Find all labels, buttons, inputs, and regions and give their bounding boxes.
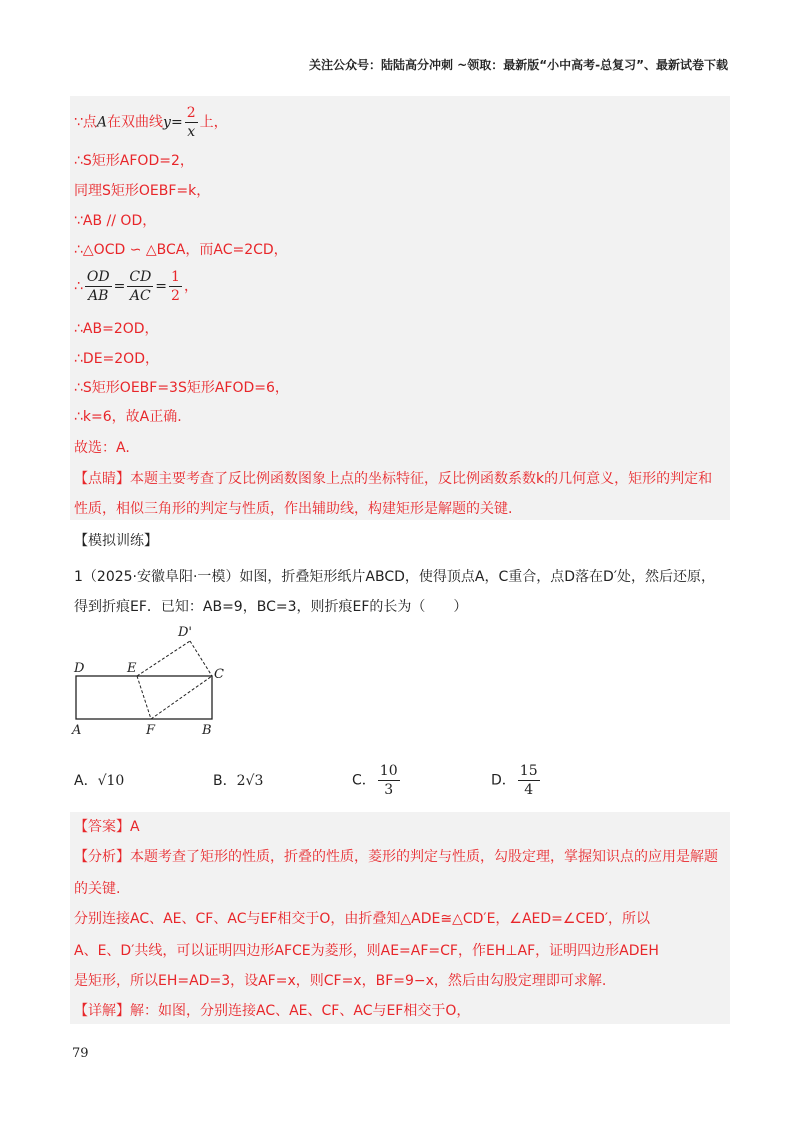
option-d[interactable]: D． $\frac{15}{4}$: [491, 763, 538, 798]
page-header: 关注公众号：陆陆高分冲刺 ~领取：最新版“小中高考-总复习”、最新试卷下载: [309, 58, 728, 72]
key-point-line-1: 【点睛】本题主要考查了反比例函数图象上点的坐标特征，反比例函数系数k的几何意义，矩形的判定和: [74, 471, 713, 487]
option-c[interactable]: C． $\frac{10}{3}$: [352, 763, 398, 798]
label-f: F: [146, 723, 156, 738]
fold-rectangle-figure: [60, 620, 260, 742]
analysis-line-2: 的关键.: [74, 881, 121, 897]
solution-line-6: ∴ $\frac{OD}{AB}$ = $\frac{CD}{AC}$ = $\frac{1}{2}$ ，: [74, 269, 198, 304]
analysis-line-4: A、E、D′共线，可以证明四边形AFCE为菱形，则AE=AF=CF，作EH⊥AF，证明四边形ADEH: [74, 943, 659, 959]
label-e: E: [127, 661, 137, 676]
option-a[interactable]: A．√10: [74, 773, 125, 789]
detail-line-1: 【详解】解：如图，分别连接AC、AE、CF、AC与EF相交于O，: [74, 1003, 471, 1019]
analysis-line-3: 分别连接AC、AE、CF、AC与EF相交于O，由折叠知△ADE≅△CD′E，∠AED=∠CED′，所以: [74, 911, 651, 927]
solution-line-10: ∴k=6，故A正确.: [74, 409, 182, 425]
solution-line-3: 同理S矩形OEBF=k，: [74, 183, 211, 199]
fraction-2-over-x: $\frac{2}{x}$: [186, 105, 196, 140]
answer-line: 【答案】A: [74, 819, 140, 835]
page-number: 79: [72, 1046, 89, 1061]
analysis-line-1: 【分析】本题考查了矩形的性质，折叠的性质，菱形的判定与性质，勾股定理，掌握知识点的应用是解题: [74, 849, 718, 865]
dashed-ef: [137, 676, 151, 719]
dashed-fc: [151, 676, 212, 719]
question-line-2: 得到折痕EF．已知：AB=9，BC=3，则折痕EF的长为（ ）: [74, 599, 468, 615]
practice-heading: 【模拟训练】: [74, 533, 158, 549]
label-d: D: [74, 661, 85, 676]
question-line-1: 1（2025·安徽阜阳·一模）如图，折叠矩形纸片ABCD，使得顶点A，C重合，点D落在D′处，然后还原，: [74, 569, 716, 585]
option-b[interactable]: B．2√3: [213, 773, 264, 789]
dashed-ed: [137, 641, 190, 676]
dashed-dc: [190, 641, 212, 676]
solution-line-7: ∴AB=2OD，: [74, 321, 159, 337]
solution-line-11: 故选：A.: [74, 440, 130, 456]
label-b: B: [202, 723, 212, 738]
solution-line-5: ∴△OCD ∽ △BCA，而AC=2CD，: [74, 242, 288, 258]
solution-line-1: ∵点A在双曲线y= $\frac{2}{x}$ 上，: [74, 105, 228, 140]
solution-line-9: ∴S矩形OEBF=3S矩形AFOD=6，: [74, 380, 289, 396]
analysis-line-5: 是矩形，所以EH=AD=3，设AF=x，则CF=x，BF=9−x，然后由勾股定理即可求解.: [74, 973, 607, 989]
solution-line-8: ∴DE=2OD，: [74, 351, 159, 367]
solution-line-4: ∵AB // OD，: [74, 213, 157, 229]
key-point-line-2: 性质，相似三角形的判定与性质，作出辅助线，构建矩形是解题的关键.: [74, 501, 513, 517]
label-c: C: [214, 667, 224, 682]
label-a: A: [72, 723, 82, 738]
solution-line-2: ∴S矩形AFOD=2，: [74, 153, 194, 169]
label-d-prime: D': [178, 625, 192, 640]
